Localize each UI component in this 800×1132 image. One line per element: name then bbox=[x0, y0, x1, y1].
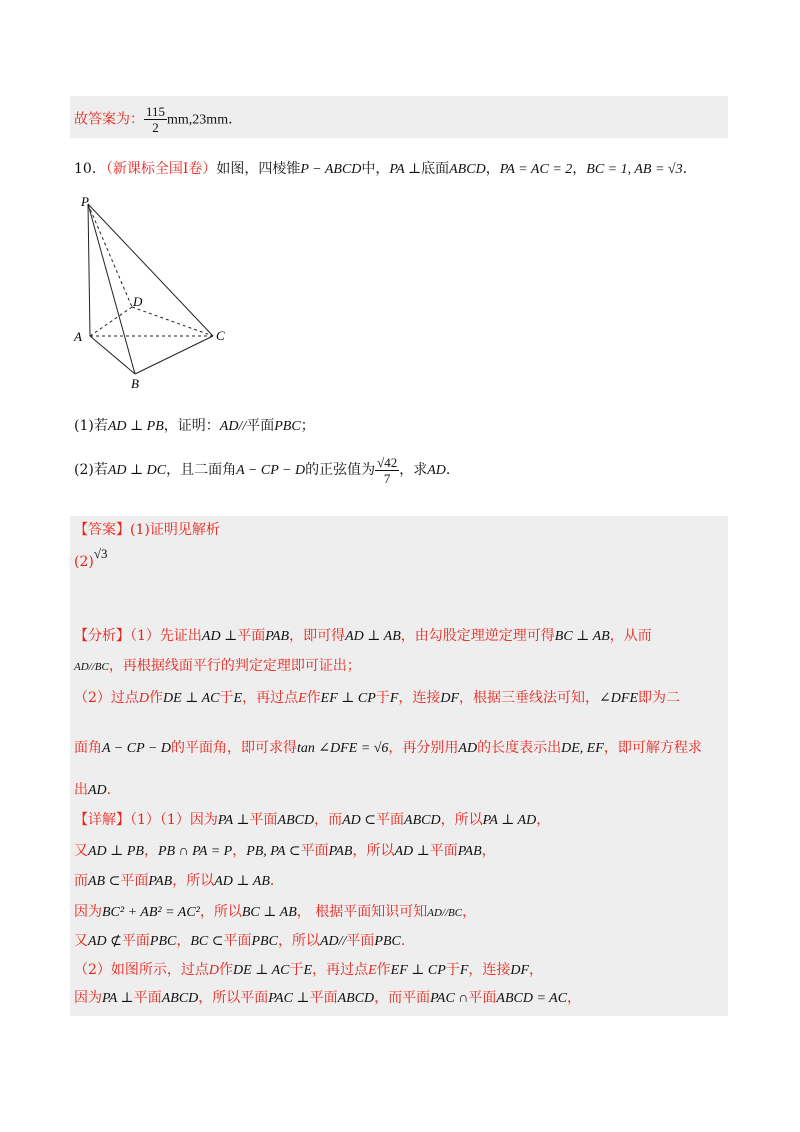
detail-line-4 bbox=[74, 902, 476, 923]
detail-math: AD ⊥ PB bbox=[88, 844, 144, 859]
detail-text: ，所以平面 bbox=[198, 990, 269, 1006]
answer-part2-value: √3 bbox=[93, 546, 108, 561]
problem-number: 10． bbox=[74, 161, 106, 177]
answer-tag: 【答案】 bbox=[74, 522, 130, 538]
analysis-text: 于 bbox=[375, 690, 390, 706]
analysis-line-2 bbox=[74, 656, 361, 677]
answer-line-1 bbox=[74, 520, 220, 540]
detail-math: DF bbox=[510, 963, 530, 978]
detail-math: AD ⊥ bbox=[394, 844, 430, 859]
detail-text: 平面 bbox=[468, 990, 497, 1006]
detail-text: . bbox=[269, 873, 275, 889]
detail-math: PAC ⊥ bbox=[268, 991, 310, 1006]
problem-text: . bbox=[682, 161, 688, 177]
analysis-line-4 bbox=[74, 738, 702, 759]
detail-text: ， bbox=[481, 843, 496, 859]
detail-text: ，所以 bbox=[440, 812, 483, 828]
detail-line-2 bbox=[74, 841, 496, 862]
detail-text: 又 bbox=[74, 843, 88, 859]
detail-math: AD ⊂ bbox=[342, 813, 377, 828]
analysis-tag: 【分析】 bbox=[74, 628, 130, 644]
pyramid-figure bbox=[70, 192, 240, 392]
detail-math: AB ⊂ bbox=[88, 874, 121, 889]
q2-math: AD bbox=[427, 463, 446, 478]
detail-math: ABCD bbox=[277, 813, 315, 828]
detail-text: 作 bbox=[376, 962, 391, 978]
edge-DC bbox=[132, 307, 213, 336]
detail-math: BC ⊂ bbox=[190, 934, 224, 949]
problem-math: ABCD bbox=[449, 162, 486, 177]
edge-BC bbox=[135, 336, 213, 374]
detail-math: BC² + AB² = AC² bbox=[102, 905, 200, 920]
detail-text: 平面 bbox=[429, 843, 458, 859]
detail-text: 平面 bbox=[300, 843, 329, 859]
q2-math: AD ⊥ DC bbox=[107, 463, 167, 478]
analysis-text: ，从而 bbox=[609, 628, 652, 644]
problem-text: ， bbox=[572, 161, 587, 177]
detail-text: 平面 bbox=[376, 812, 405, 828]
vertex-label-B: B bbox=[131, 376, 139, 391]
sine-denominator: 7 bbox=[383, 470, 391, 486]
edge-AD bbox=[90, 307, 132, 336]
detail-text: ， bbox=[536, 812, 551, 828]
detail-math: DE ⊥ AC bbox=[233, 963, 290, 978]
q1-text: ，证明： bbox=[163, 418, 220, 434]
q2-text: (2)若 bbox=[74, 462, 108, 478]
analysis-text: 即为二 bbox=[638, 690, 680, 706]
detail-text: ，再过点 bbox=[312, 962, 369, 978]
detail-text: 平面 bbox=[346, 933, 375, 949]
detail-math: ABCD bbox=[161, 991, 199, 1006]
problem-source: （新课标全国Ⅰ卷） bbox=[105, 161, 217, 177]
analysis-math: tan ∠DFE = √6 bbox=[296, 741, 389, 756]
detail-math: AD// bbox=[319, 934, 347, 949]
analysis-math: AD//BC bbox=[74, 661, 109, 673]
detail-math: PAC ∩ bbox=[430, 991, 469, 1006]
detail-text: 因为 bbox=[74, 990, 102, 1006]
analysis-text: ，即可解方程求 bbox=[603, 740, 702, 756]
detail-text: ，而平面 bbox=[374, 990, 431, 1006]
analysis-text: （1）先证出 bbox=[130, 628, 202, 644]
analysis-math: BC ⊥ AB bbox=[554, 629, 610, 644]
answer-period: . bbox=[228, 111, 233, 128]
analysis-text: ，根据三垂线法可知， bbox=[459, 690, 600, 706]
detail-math: F bbox=[459, 963, 469, 978]
detail-math: E bbox=[303, 963, 313, 978]
detail-math: AD//BC bbox=[427, 907, 463, 919]
detail-text: （2）如图所示，过点 bbox=[74, 962, 209, 978]
detail-text: 平面 bbox=[121, 933, 150, 949]
q1-math: PBC bbox=[274, 419, 301, 434]
q1-math: AD// bbox=[219, 419, 247, 434]
detail-line-6 bbox=[74, 960, 543, 981]
analysis-line-1 bbox=[74, 626, 652, 647]
edge-PD bbox=[88, 204, 132, 307]
detail-line-5 bbox=[74, 931, 405, 952]
detail-math: PBC bbox=[251, 934, 278, 949]
detail-math: PAB bbox=[148, 874, 173, 889]
detail-math: ABCD = AC bbox=[496, 991, 568, 1006]
analysis-text: ，由勾股定理逆定理可得 bbox=[400, 628, 555, 644]
analysis-math: E bbox=[298, 691, 307, 706]
detail-math: PAB bbox=[328, 844, 353, 859]
answer-line-2 bbox=[74, 546, 108, 572]
sine-value-fraction bbox=[375, 455, 399, 486]
detail-math: EF ⊥ CP bbox=[390, 963, 446, 978]
problem-math: PA = AC = 2 bbox=[499, 162, 573, 177]
question-2 bbox=[74, 452, 450, 489]
analysis-text: ，再根据线面平行的判定定理即可证出； bbox=[108, 658, 361, 674]
detail-text: . bbox=[400, 933, 406, 949]
q1-text: (1)若 bbox=[74, 418, 108, 434]
analysis-line-3 bbox=[74, 688, 680, 709]
detail-text: 平面 bbox=[309, 990, 338, 1006]
detail-text: ， 根据平面知识可知 bbox=[296, 904, 428, 920]
detail-text: ，所以 bbox=[277, 933, 320, 949]
analysis-math: AD bbox=[458, 741, 478, 756]
answer-fraction-numerator: 115 bbox=[146, 104, 166, 119]
q2-text: . bbox=[445, 462, 451, 478]
detail-math: ABCD bbox=[337, 991, 375, 1006]
detail-text: 因为 bbox=[74, 904, 102, 920]
analysis-math: F bbox=[389, 691, 399, 706]
analysis-math: AD ⊥ bbox=[201, 629, 238, 644]
analysis-text: . bbox=[106, 782, 112, 798]
detail-math: PA ⊥ bbox=[102, 991, 134, 1006]
detail-text: ， bbox=[462, 904, 477, 920]
detail-math: PAB bbox=[457, 844, 482, 859]
detail-math: PB, PA ⊂ bbox=[246, 844, 301, 859]
problem-math: BC = 1, AB = √3 bbox=[586, 162, 683, 177]
analysis-math: PAB bbox=[265, 629, 290, 644]
sine-numerator: √42 bbox=[377, 454, 398, 470]
detail-math: PB ∩ PA = P bbox=[157, 844, 233, 859]
detail-math: PA ⊥ bbox=[217, 813, 250, 828]
vertex-label-A: A bbox=[74, 329, 82, 344]
previous-answer-line bbox=[74, 104, 233, 135]
detail-math: PBC bbox=[149, 934, 177, 949]
detail-text: ，所以 bbox=[199, 904, 242, 920]
detail-text: ， bbox=[529, 962, 544, 978]
detail-text: 平面 bbox=[223, 933, 252, 949]
analysis-math: D bbox=[138, 691, 150, 706]
analysis-math: DF bbox=[440, 691, 460, 706]
analysis-text: 平面 bbox=[237, 628, 266, 644]
analysis-math: ∠DFE bbox=[599, 691, 638, 706]
answer-fraction bbox=[144, 104, 167, 135]
detail-tag: 【详解】 bbox=[74, 812, 130, 828]
detail-text: 平面 bbox=[120, 873, 149, 889]
detail-text: ， bbox=[143, 843, 158, 859]
analysis-text: ，即可得 bbox=[289, 628, 346, 644]
q1-text: 平面 bbox=[246, 418, 275, 434]
analysis-text: 出 bbox=[74, 782, 88, 798]
problem-math: PA ⊥ bbox=[389, 162, 422, 177]
q1-text: ； bbox=[300, 418, 315, 434]
detail-text: 作 bbox=[219, 962, 234, 978]
analysis-text: （2）过点 bbox=[74, 690, 139, 706]
analysis-line-5 bbox=[74, 780, 111, 801]
analysis-math: E bbox=[233, 691, 243, 706]
detail-line-7 bbox=[74, 988, 581, 1009]
detail-math: D bbox=[208, 963, 220, 978]
analysis-math: DE ⊥ AC bbox=[163, 691, 220, 706]
detail-text: 平面 bbox=[249, 812, 278, 828]
detail-text: ，而 bbox=[314, 812, 343, 828]
detail-math: BC ⊥ AB bbox=[241, 905, 297, 920]
analysis-text: 于 bbox=[219, 690, 234, 706]
problem-text: 底面 bbox=[421, 161, 450, 177]
detail-text: ，所以 bbox=[352, 843, 395, 859]
analysis-text: ，再过点 bbox=[242, 690, 299, 706]
vertex-label-D: D bbox=[133, 294, 143, 309]
detail-text: ，连接 bbox=[468, 962, 511, 978]
answer-prefix: 故答案为： bbox=[74, 111, 144, 128]
analysis-math: AD bbox=[88, 783, 107, 798]
analysis-text: ，连接 bbox=[398, 690, 441, 706]
q2-text: ，求 bbox=[399, 462, 428, 478]
detail-text: ， bbox=[232, 843, 247, 859]
detail-math: PBC bbox=[374, 934, 401, 949]
q1-math: AD ⊥ PB bbox=[107, 419, 164, 434]
detail-line-3 bbox=[74, 871, 274, 892]
analysis-text: 作 bbox=[149, 690, 164, 706]
edge-PA bbox=[88, 204, 90, 336]
analysis-math: EF ⊥ CP bbox=[320, 691, 376, 706]
answer-units: mm,23mm bbox=[167, 112, 229, 128]
problem-text: 如图，四棱锥 bbox=[216, 161, 301, 177]
detail-text: ， bbox=[567, 990, 582, 1006]
problem-text: ， bbox=[485, 161, 500, 177]
analysis-text: ，再分别用 bbox=[388, 740, 459, 756]
detail-math: AD ⊥ AB bbox=[214, 874, 270, 889]
detail-text: ， bbox=[176, 933, 191, 949]
problem-math: P − ABCD bbox=[300, 162, 362, 177]
detail-text: 又 bbox=[74, 933, 88, 949]
answer-part1: (1)证明见解析 bbox=[130, 522, 220, 538]
detail-line-1 bbox=[74, 810, 550, 831]
detail-text: 平面 bbox=[133, 990, 162, 1006]
analysis-math: AD ⊥ AB bbox=[345, 629, 401, 644]
question-1 bbox=[74, 416, 315, 437]
analysis-text: 面角 bbox=[74, 740, 102, 756]
analysis-math: DE, EF bbox=[561, 741, 604, 756]
detail-math: AD ⊄ bbox=[88, 934, 122, 949]
q2-text: 的正弦值为 bbox=[305, 462, 376, 478]
detail-text: 于 bbox=[289, 962, 304, 978]
problem-text: 中， bbox=[361, 161, 390, 177]
vertex-label-P: P bbox=[81, 194, 89, 209]
answer-fraction-denominator: 2 bbox=[152, 120, 159, 135]
vertex-label-C: C bbox=[216, 328, 225, 343]
analysis-text: 的长度表示出 bbox=[477, 740, 562, 756]
q2-math: A − CP − D bbox=[236, 463, 306, 478]
q2-text: ，且二面角 bbox=[166, 462, 237, 478]
detail-text: ，所以 bbox=[172, 873, 215, 889]
answer-part2-label: (2) bbox=[74, 554, 94, 570]
analysis-text: 作 bbox=[306, 690, 321, 706]
detail-text: 于 bbox=[445, 962, 460, 978]
edge-AB bbox=[90, 336, 135, 374]
analysis-math: A − CP − D bbox=[102, 741, 171, 756]
detail-text: （1）（1）因为 bbox=[130, 812, 218, 828]
detail-text: 而 bbox=[74, 873, 88, 889]
analysis-text: 的平面角，即可求得 bbox=[170, 740, 297, 756]
problem-statement bbox=[74, 159, 687, 180]
detail-math: ABCD bbox=[404, 813, 441, 828]
detail-math: E bbox=[368, 963, 377, 978]
detail-math: PA ⊥ AD bbox=[482, 813, 537, 828]
